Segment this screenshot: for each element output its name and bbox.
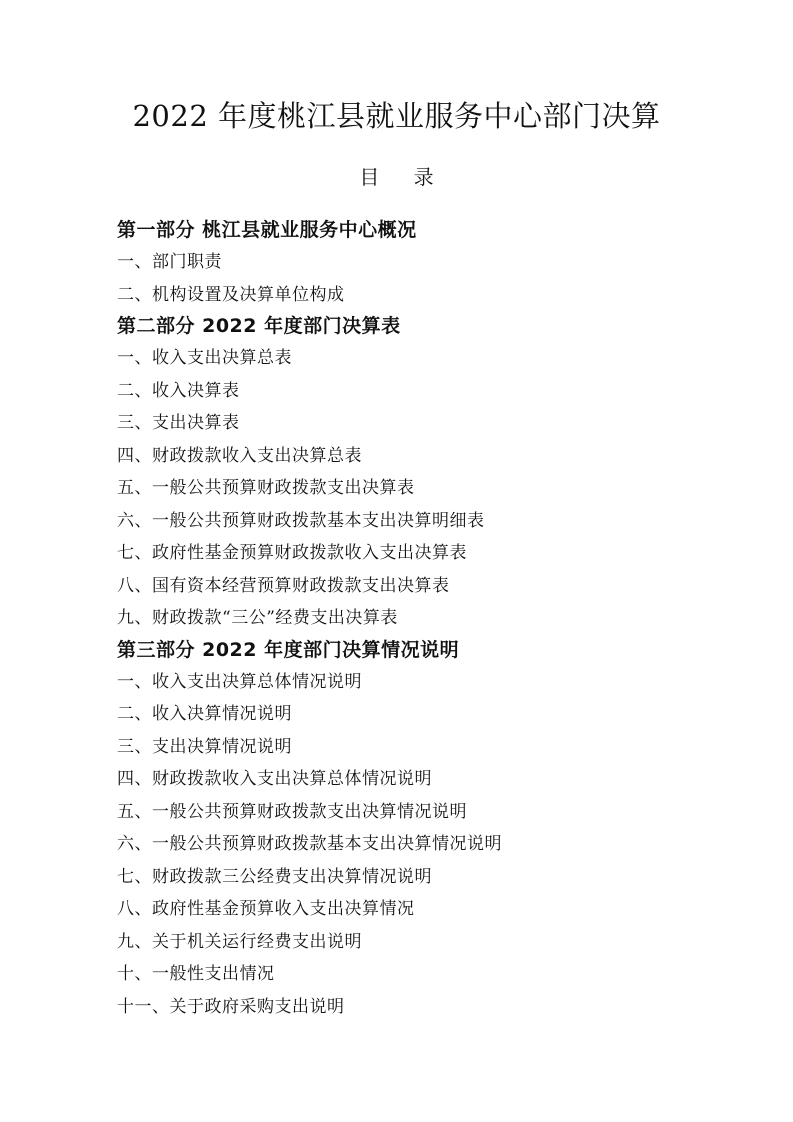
toc-part-2-heading[interactable]: 第二部分 2022 年度部门决算表 <box>117 315 401 337</box>
toc-part-3-item[interactable]: 四、财政拨款收入支出决算总体情况说明 <box>117 769 432 789</box>
document-title: 2022 年度桃江县就业服务中心部门决算 <box>132 99 661 133</box>
toc-part-3-item[interactable]: 一、收入支出决算总体情况说明 <box>117 671 362 692</box>
toc-part-3-item[interactable]: 六、一般公共预算财政拨款基本支出决算情况说明 <box>117 834 502 854</box>
toc-part-3-item[interactable]: 二、收入决算情况说明 <box>117 704 292 724</box>
toc-part-2-item[interactable]: 七、政府性基金预算财政拨款收入支出决算表 <box>117 543 467 563</box>
toc-part-2-item[interactable]: 六、一般公共预算财政拨款基本支出决算明细表 <box>117 510 485 531</box>
toc-part-2-item[interactable]: 四、财政拨款收入支出决算总表 <box>117 445 362 466</box>
toc-part-3-item[interactable]: 三、支出决算情况说明 <box>117 736 292 757</box>
toc-part-1-item[interactable]: 一、部门职责 <box>117 252 222 272</box>
toc-part-3-item[interactable]: 五、一般公共预算财政拨款支出决算情况说明 <box>117 801 467 822</box>
table-of-contents <box>117 215 757 1023</box>
toc-part-2-item[interactable]: 三、支出决算表 <box>117 413 240 433</box>
toc-part-2-item[interactable]: 五、一般公共预算财政拨款支出决算表 <box>117 478 415 498</box>
toc-heading: 目 录 <box>359 165 448 189</box>
toc-part-2-item[interactable]: 一、收入支出决算总表 <box>117 348 292 368</box>
toc-part-3-item[interactable]: 七、财政拨款三公经费支出决算情况说明 <box>117 866 432 887</box>
toc-part-3-item[interactable]: 八、政府性基金预算收入支出决算情况 <box>117 899 415 919</box>
toc-part-3-heading[interactable]: 第三部分 2022 年度部门决算情况说明 <box>117 638 460 661</box>
toc-part-2-item[interactable]: 九、财政拨款“三公”经费支出决算表 <box>117 608 398 628</box>
toc-part-2-item[interactable]: 二、收入决算表 <box>117 380 240 401</box>
toc-part-3-item[interactable]: 十、一般性支出情况 <box>117 964 275 984</box>
toc-part-3-item[interactable]: 十一、关于政府采购支出说明 <box>117 996 345 1017</box>
toc-part-1-item[interactable]: 二、机构设置及决算单位构成 <box>117 284 345 305</box>
toc-part-3-item[interactable]: 九、关于机关运行经费支出说明 <box>117 931 362 952</box>
toc-part-1-heading[interactable]: 第一部分 桃江县就业服务中心概况 <box>117 219 417 241</box>
toc-part-2-item[interactable]: 八、国有资本经营预算财政拨款支出决算表 <box>117 575 450 596</box>
